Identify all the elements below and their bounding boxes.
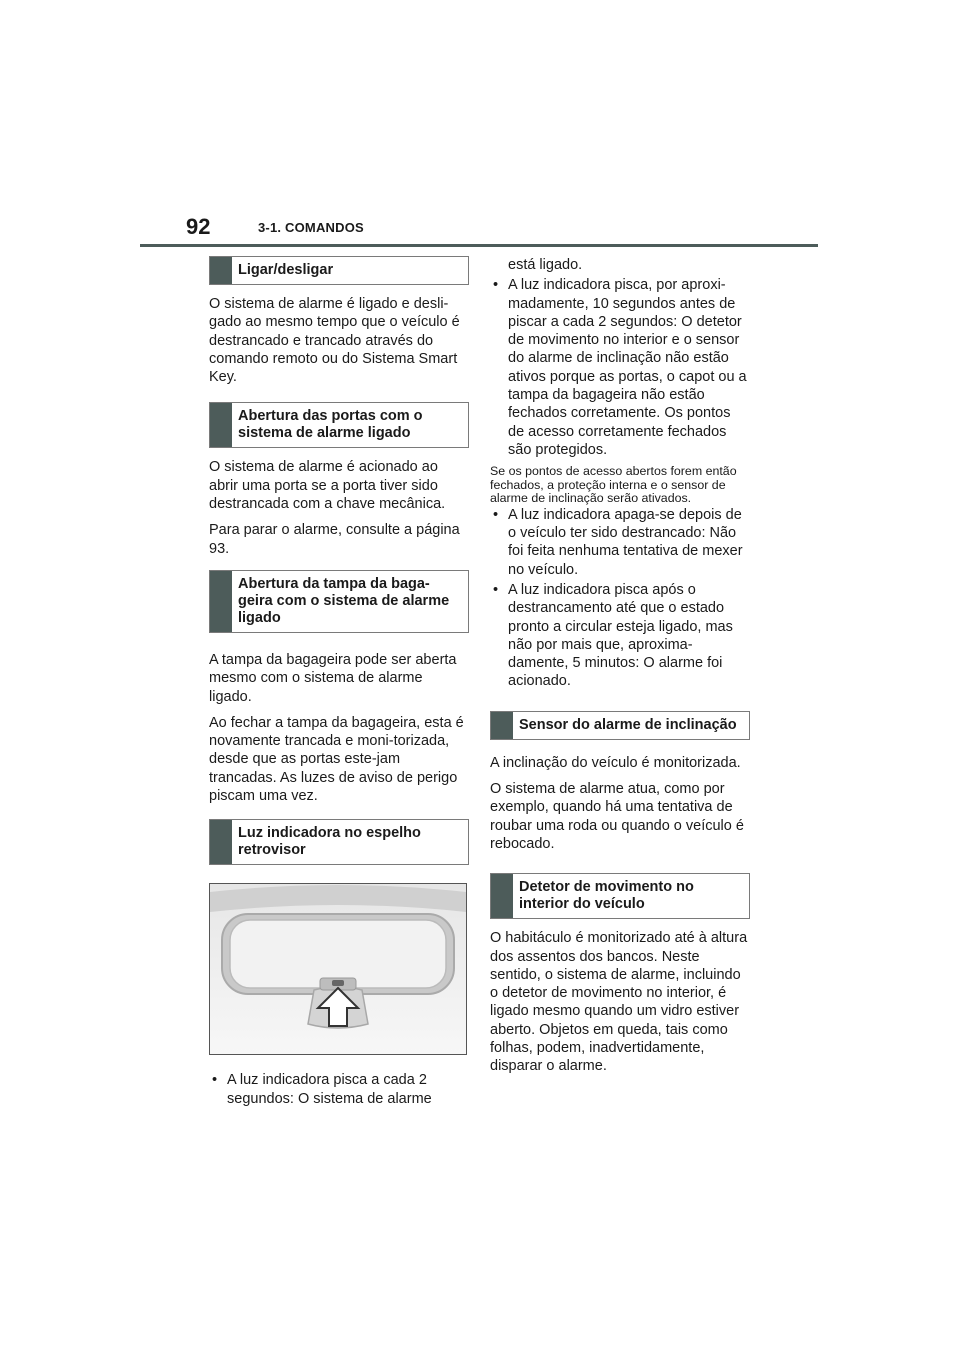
section-heading-sensor-inclinacao: Sensor do alarme de inclinação bbox=[490, 711, 750, 740]
paragraph: O sistema de alarme é ligado e desli-gado ao mesmo tempo que o veículo é destrancado e trancado através do comando remoto ou do Sistema Smart Key. bbox=[209, 296, 460, 386]
paragraph: A tampa da bagageira pode ser aberta mesmo com o sistema de alarme ligado. bbox=[209, 651, 457, 705]
section-heading-ligar-desligar: Ligar/desligar bbox=[209, 256, 469, 285]
list-item: • A luz indicadora apaga-se depois de o veículo ter sido destrancado: Não foi feita nenhuma tentativa de mexer no veículo. bbox=[493, 506, 743, 578]
paragraph: O habitáculo é monitorizado até à altura dos assentos dos bancos. Neste sentido, o sistema de alarme, incluindo o detetor de movimento no interior, é ligado mesmo quando um vidro estiver aberto. Objetos em queda, tais como folhas, podem, inadvertidamente, disparar o alarme. bbox=[490, 930, 748, 1075]
paragraph: O sistema de alarme é acionado ao abrir uma porta se a porta tiver sido destrancada com a chave mecânica. bbox=[209, 459, 446, 513]
list-item: • A luz indicadora pisca, por aproxi-madamente, 10 segundos antes de piscar a cada 2 segundos: O detetor de movimento no interior e o sensor do alarme de inclinação não estão ativos porque as portas, o capot ou a tampa da bagageira não estão fechados corretamente. Os pontos de acesso corretamente fechados são protegidos. bbox=[493, 277, 747, 458]
list-item: • A luz indicadora pisca a cada 2 segundos: O sistema de alarme bbox=[212, 1072, 432, 1107]
list-item: • A luz indicadora pisca após o destrancamento até que o estado pronto a circular esteja ligado, mas não por mais que, aproxima-damente, 5 minutos: O alarme foi acionado. bbox=[493, 581, 733, 690]
heading-marker bbox=[210, 257, 232, 284]
bullet-list bbox=[490, 506, 750, 691]
heading-marker bbox=[491, 712, 513, 739]
header-divider bbox=[140, 244, 818, 247]
page-number: 92 bbox=[186, 214, 211, 239]
heading-marker bbox=[210, 820, 232, 864]
heading-marker bbox=[210, 403, 232, 447]
mirror-icon bbox=[210, 884, 466, 1054]
chapter-title: 3-1. COMANDOS bbox=[258, 220, 364, 235]
paragraph: A inclinação do veículo é monitorizada. bbox=[490, 754, 741, 771]
heading-marker bbox=[210, 571, 232, 632]
section-heading-detetor-movimento: Detetor de movimento no interior do veículo bbox=[490, 873, 750, 919]
list-item-continuation: está ligado. bbox=[508, 257, 583, 273]
section-heading-abertura-portas: Abertura das portas com o sistema de alarme ligado bbox=[209, 402, 469, 448]
paragraph: Para parar o alarme, consulte a página 93. bbox=[209, 522, 460, 557]
paragraph: O sistema de alarme atua, como por exemplo, quando há uma tentativa de roubar uma roda ou quando o veículo é rebocado. bbox=[490, 781, 744, 852]
note-text: Se os pontos de acesso abertos forem então fechados, a proteção interna e o sensor de alarme de inclinação serão ativados. bbox=[490, 464, 737, 506]
section-heading-abertura-tampa: Abertura da tampa da baga-geira com o sistema de alarme ligado bbox=[209, 570, 469, 633]
bullet-list bbox=[209, 1071, 469, 1108]
heading-marker bbox=[491, 874, 513, 918]
left-column bbox=[209, 256, 469, 1114]
right-column bbox=[490, 256, 750, 1084]
paragraph: Ao fechar a tampa da bagageira, esta é novamente trancada e moni-torizada, desde que as portas este-jam trancadas. As luzes de aviso de perigo piscam uma vez. bbox=[209, 714, 464, 805]
rearview-mirror-illustration bbox=[209, 883, 467, 1055]
bullet-list bbox=[490, 276, 750, 459]
section-heading-luz-indicadora: Luz indicadora no espelho retrovisor bbox=[209, 819, 469, 865]
